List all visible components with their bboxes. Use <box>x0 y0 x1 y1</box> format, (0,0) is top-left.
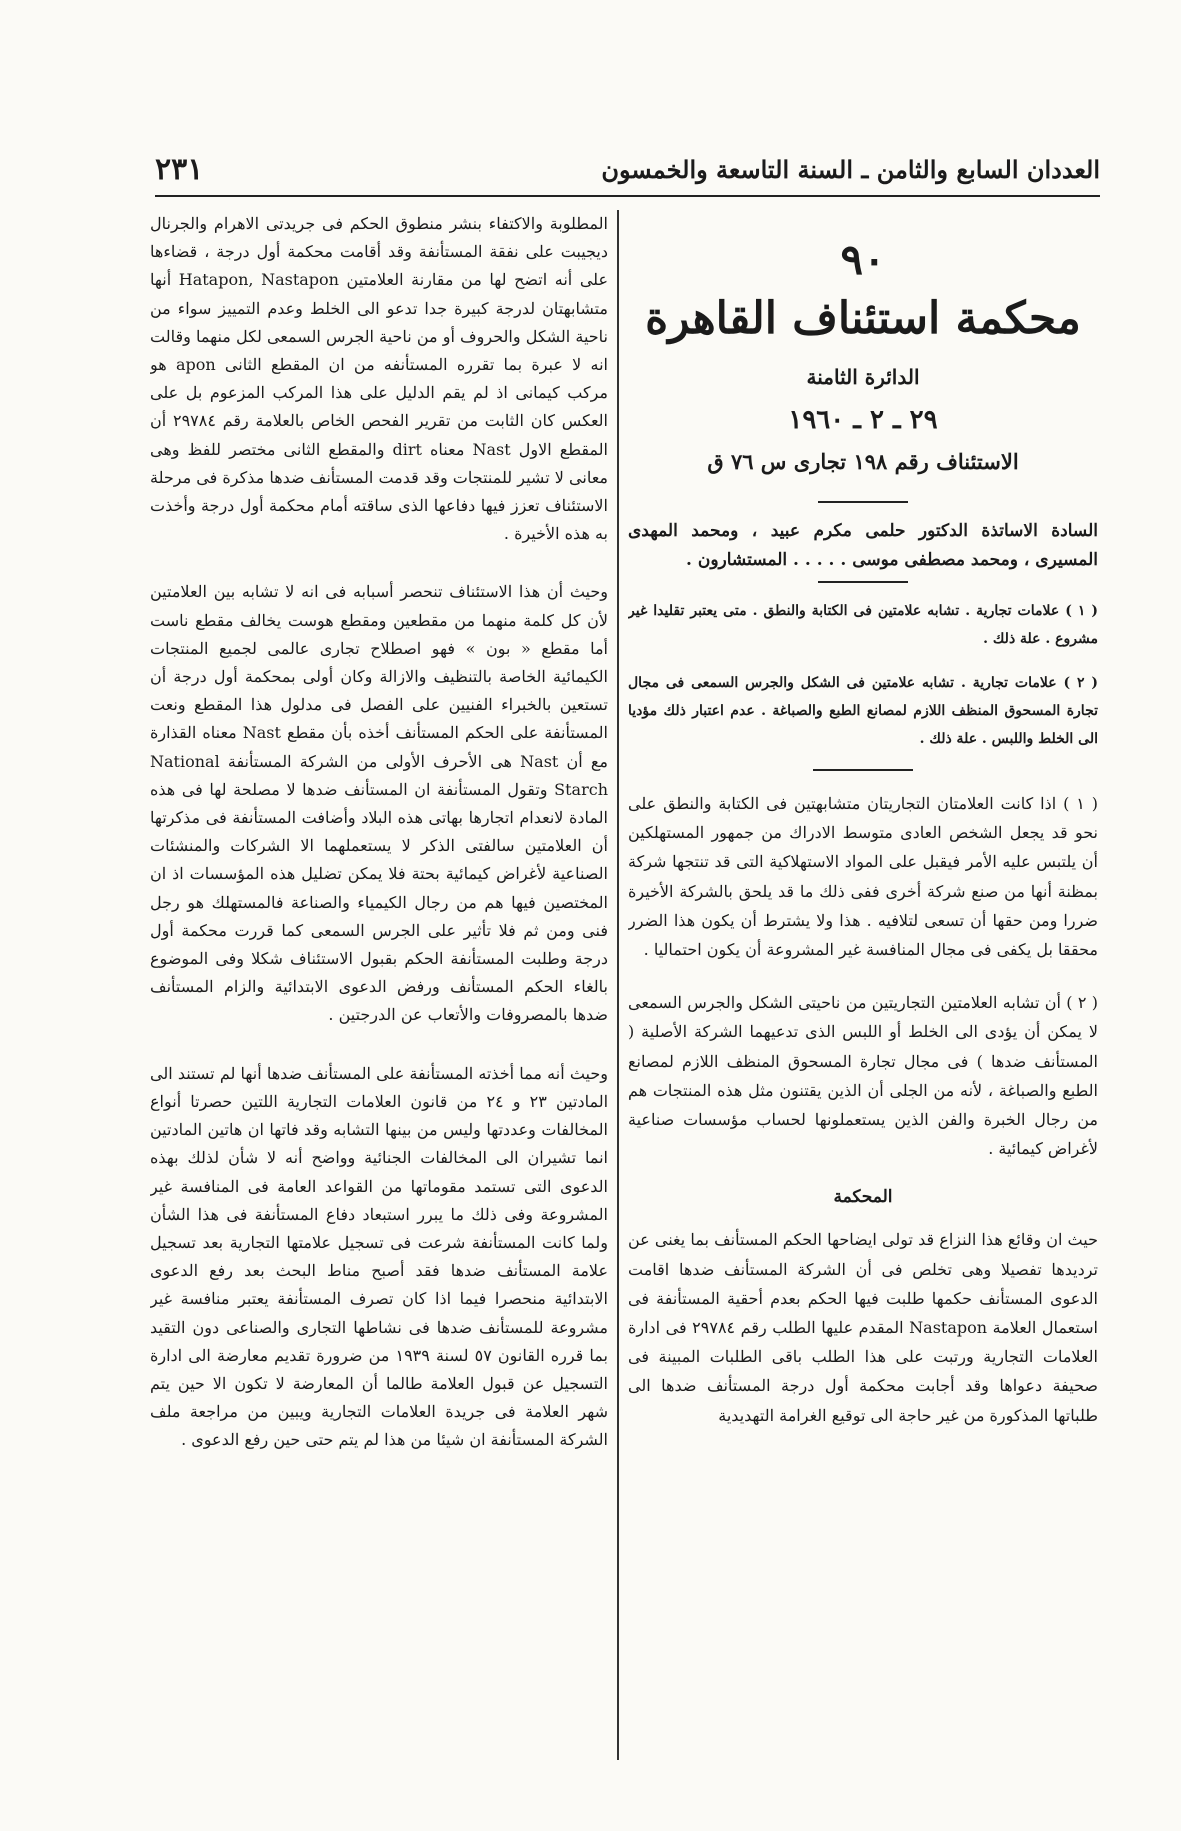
section-title: المحكمة <box>833 1187 893 1208</box>
principle-2: ( ٢ ) أن تشابه العلامتين التجاريتين من ناحيتى الشكل والجرس السمعى لا يمكن أن يؤدى الى الخلط أو اللبس الذى تدعيهما الشركة الأصلية ( المستأنف ضدها ) فى مجال تجارة المسحوق المنظف اللازم لمصانع الطبع والصباغة ، لأنه من الجلى أن الذين يقتنون مثل هذه المنتجات هم من رجال الخبرة والفن الذين يستعملونها لحساب مؤسسات صناعية لأغراض كيمائية . <box>628 993 1098 1159</box>
right-column <box>628 225 1098 1770</box>
court-paragraph: حيث ان وقائع هذا النزاع قد تولى ايضاحها الحكم المستأنف بما يغنى عن ترديدها تفصيلا وهى تخلص فى أن الشركة المستأنف ضدها اقامت الدعوى المستأنف حكمها طلبت فيها الحكم بعدم أحقية المستأنفة فى استعمال العلامة Nastapon المقدم عليها الطلب رقم ٢٩٧٨٤ فى ادارة العلامات التجارية ورتبت على هذا الطلب باقى الطلبات المبينة فى صحيفة دعواها وقد أجابت محكمة أول درجة المستأنف ضدها الى طلباتها المذكورة من غير حاجة الى توقيع الغرامة التهديدية <box>628 1230 1098 1425</box>
paragraph-2: وحيث أن هذا الاستئناف تنحصر أسبابه فى انه لا تشابه بين العلامتين لأن كل كلمة منهما من مقطعين ومقطع هوست يخالف مقطع ناست أما مقطع « بون » فهو اصطلاح تجارى عالمى لجميع المنتجات الكيمائية الخاصة بالتنظيف والازالة وكان أولى بمحكمة أول درجة أن تستعين بالخبراء الفنيين على الفصل فى مدلول هذا المقطع ونعت المستأنفة على الحكم المستأنف أخذه بأن مقطع Nast معناه القذارة مع أن Nast هى الأحرف الأولى من الشركة المستأنفة National Starch وتقول المستأنفة ان المستأنف ضدها لا مصلحة لها فى هذه المادة لانعدام اتجارها بهاتى هذه البلاد وأضافت المستأنفة فى مذكرتها أن العلامتين سالفتى الذكر لا يستعملهما الا الشركات والمنشئات الصناعية لأغراض كيمائية بحتة فلا يمكن تضليل هذه المؤسسات اذ ان المختصين فيها هم من رجال الكيمياء والصناعة فالمستهلك هو رجل فنى ومن ثم فلا تأثير على الجرس السمعى كما قررت محكمة أول درجة وطلبت المستأنفة الحكم بقبول الاستئناف شكلا وفى الموضوع بالغاء الحكم المستأنف ورفض الدعوى الابتدائية والزام المستأنف ضدها بالمصروفات والأتعاب عن الدرجتين . <box>150 582 608 1025</box>
principle-1: ( ١ ) اذا كانت العلامتان التجاريتان متشابهتين فى الكتابة والنطق على نحو قد يجعل الشخص العادى متوسط الادراك من جمهور المستهلكين أن يلتبس عليه الأمر فيقبل على المواد الاستهلاكية التى قد تنتجها شركة بمظنة أنها من صنع شركة أخرى ففى ذلك ما قد يلحق بالشركة الأخيرة ضررا ومن حقها أن تسعى لتلافيه . هذا ولا يشترط أن يكون هذا الضرر محققا بل يكفى فى مجال المنافسة غير المشروعة أن يكون احتماليا . <box>628 794 1098 960</box>
divider-mid <box>813 769 913 771</box>
circuit-name: الدائرة الثامنة <box>806 365 920 389</box>
case-number: ٩٠ <box>840 235 886 284</box>
judgment-date: ٢٩ ـ ٢ ـ ١٩٦٠ <box>788 405 938 435</box>
running-header <box>155 148 1100 190</box>
page-number: ٢٣١ <box>155 151 204 187</box>
header-rule <box>155 195 1100 197</box>
judges-list: السادة الاساتذة الدكتور حلمى مكرم عبيد ، ومحمد المهدى المسيرى ، ومحمد مصطفى موسى . . . . . المستشارون . <box>628 521 1098 570</box>
paragraph-3: وحيث أنه مما أخذته المستأنفة على المستأنف ضدها أنها لم تستند الى المادتين ٢٣ و ٢٤ من قانون العلامات التجارية اللتين حصرتا أنواع المخالفات وعددتها وليس من بينها التشابه وقد فاتها ان هاتين المادتين انما تشيران الى المخالفات الجنائية وواضح أنه لا شأن لذلك بهذه الدعوى التى تستمد مقوماتها من القواعد العامة فى المنافسة غير المشروعة وفى ذلك ما يبرر استبعاد دفاع المستأنفة فى هذا الشأن ولما كانت المستأنفة شرعت فى تسجيل علامتها التجارية بعد تسجيل علامة المستأنف ضدها فقد أصبح مناط البحث بعد رفع الدعوى الابتدائية منحصرا فيما اذا كان تصرف المستأنفة يعتبر منافسة غير مشروعة للمستأنف ضدها فى نشاطها التجارى والصناعى دون التقيد بما قرره القانون ٥٧ لسنة ١٩٣٩ من ضرورة تقديم معارضة الى ادارة التسجيل عن قبول العلامة طالما أن المعارضة لا تكون الا حين يتم شهر العلامة فى جريدة العلامات التجارية ويبين من مراجعة ملف الشركة المستأنفة ان شيئا من هذا لم يتم حتى حين رفع الدعوى . <box>150 1063 608 1450</box>
left-column <box>150 210 608 1770</box>
divider-short <box>818 501 908 503</box>
column-divider <box>617 210 619 1760</box>
paragraph-1: المطلوبة والاكتفاء بنشر منطوق الحكم فى جريدتى الاهرام والجرنال ديجيبت على نفقة المستأنفة وقد أقامت محكمة أول درجة ، قضاءها على أنه اتضح لها من مقارنة العلامتين Hatapon, Nastapon أنها متشابهتان لدرجة كبيرة جدا تدعو الى الخلط وعدم التمييز سواء من ناحية الشكل والحروف أو من ناحية الجرس السمعى لكل منهما وقالت انه لا عبرة بما تقرره المستأنفه من ان المقطع الثانى apon هو مركب كيمانى اذ لم يقم الدليل على هذا المركب المزعوم بل على العكس كان الثابت من تقرير الفحص الخاص بالعلامة رقم ٢٩٧٨٤ أن المقطع الاول Nast معناه dirt والمقطع الثانى مختصر للفظ وهى معانى لا تشير للمنتجات وقد قدمت المستأنف ضدها مذكرة فى مرحلة الاستئناف تعزز فيها دفاعها الذى ساقته أمام محكمة أول درجة وأخذت به هذه الأخيرة . <box>150 214 608 544</box>
appeal-number: الاستئناف رقم ١٩٨ تجارى س ٧٦ ق <box>707 449 1019 474</box>
headnote-2: ( ٢ ) علامات تجارية . تشابه علامتين فى الشكل والجرس السمعى فى مجال تجارة المسحوق المنظف اللازم لمصانع الطبع والصباغة . عدم اعتبار ذلك مؤديا الى الخلط واللبس . علة ذلك . <box>628 675 1098 747</box>
divider-short <box>818 581 908 583</box>
running-title: العددان السابع والثامن ـ السنة التاسعة والخمسون <box>601 154 1100 184</box>
court-name: محكمة استئناف القاهرة <box>645 293 1081 344</box>
headnote-1: ( ١ ) علامات تجارية . تشابه علامتين فى الكتابة والنطق . متى يعتبر تقليدا غير مشروع . علة ذلك . <box>628 603 1098 647</box>
